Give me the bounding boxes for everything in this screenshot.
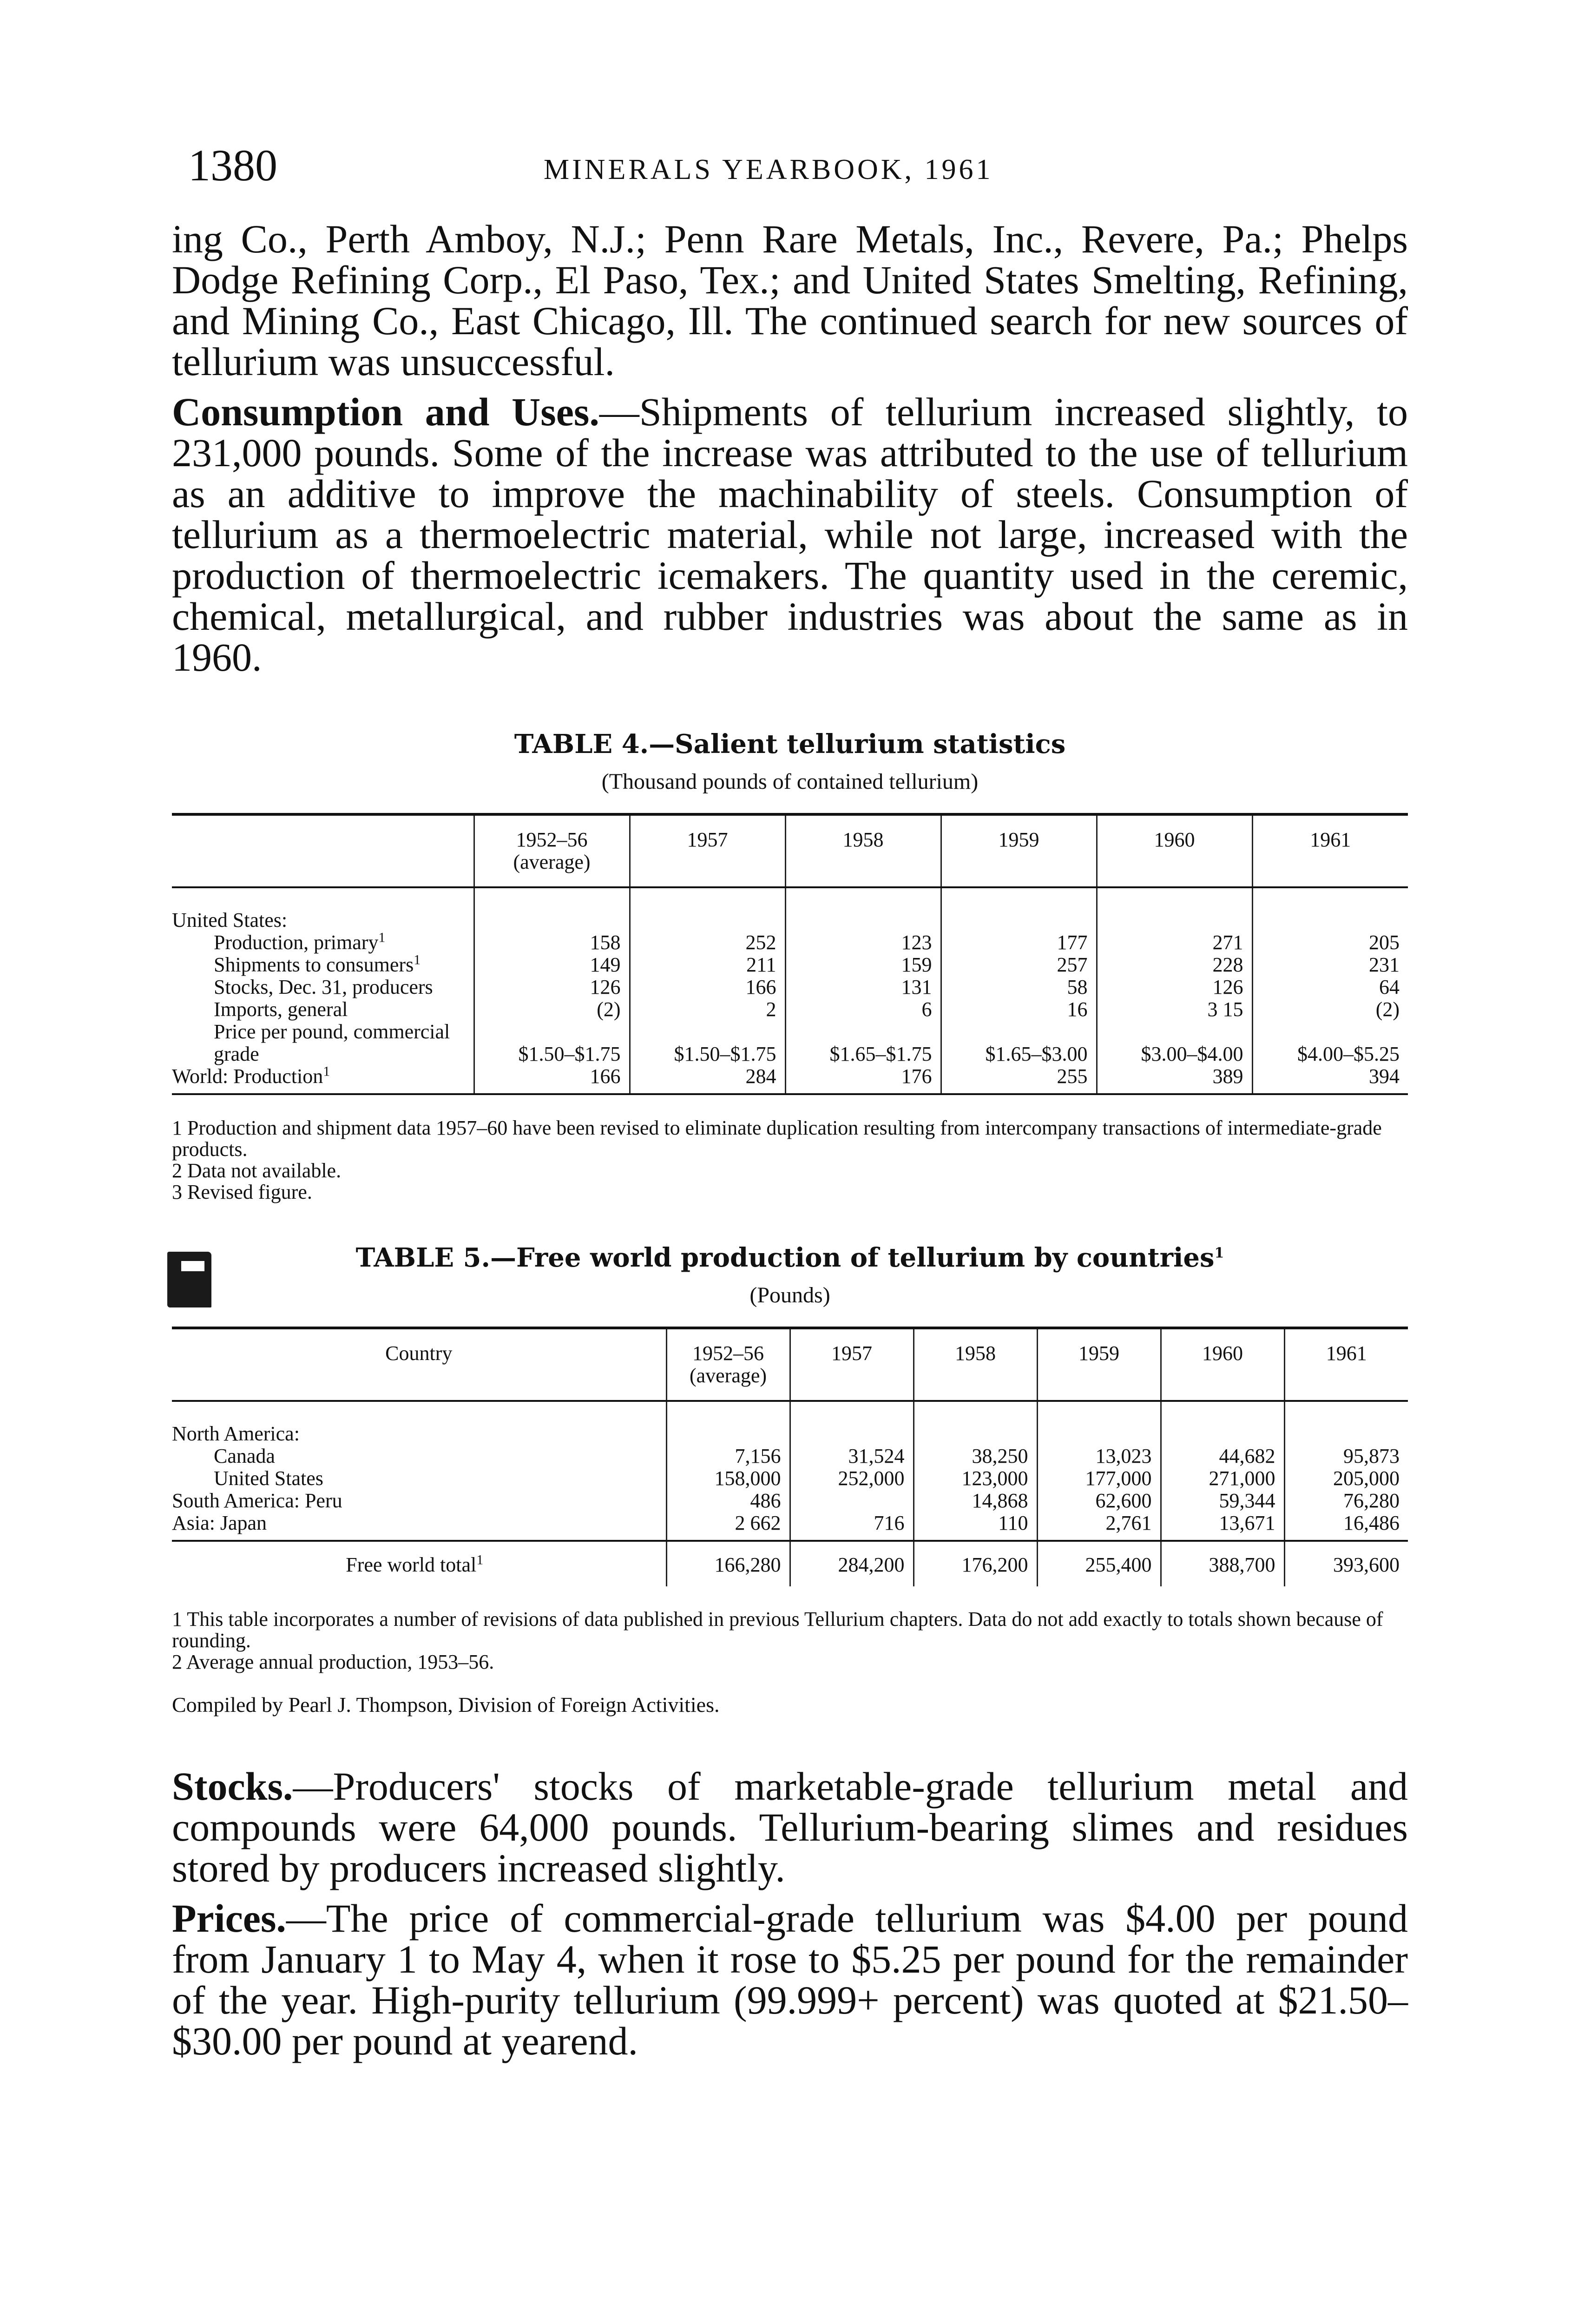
table4-row-label: Imports, general — [214, 998, 348, 1021]
table-cell: 64 — [1252, 976, 1408, 998]
table-cell: 123,000 — [914, 1467, 1037, 1490]
table-cell: 716 — [790, 1512, 914, 1541]
table5-header-row — [172, 1328, 1408, 1401]
table-cell: 284,200 — [790, 1541, 914, 1586]
table5-subtitle: (Pounds) — [749, 1283, 830, 1307]
table5-row-label: Canada — [214, 1445, 275, 1467]
table-cell: 76,280 — [1284, 1490, 1408, 1512]
table-cell: 394 — [1252, 1065, 1408, 1094]
table-cell: 58 — [941, 976, 1097, 998]
table-cell: 393,600 — [1284, 1541, 1408, 1586]
paragraph-producers: ing Co., Perth Amboy, N.J.; Penn Rare Metals, Inc., Revere, Pa.; Phelps Dodge Refining Corp., El Paso, Tex.; and United States Smelting, Refining, and Mining Co., East Chicago, Ill. The continued search for new sources of tellurium was unsuccessful. — [172, 217, 1408, 384]
table-cell: 16 — [941, 998, 1097, 1021]
table4-section-row — [172, 887, 1408, 931]
ink-smudge — [167, 1252, 211, 1307]
table5-credit: Compiled by Pearl J. Thompson, Division of Foreign Activities. — [172, 1693, 720, 1717]
table-cell: 62,600 — [1037, 1490, 1161, 1512]
prices-text: —The price of commercial-grade tellurium was $4.00 per pound from January 1 to May 4, when it rose to $5.25 per pound for the remainder of the year. High-purity tellurium (99.999+ percent) was quoted at $21.50–$30.00 per pound at yearend. — [172, 1896, 1408, 2063]
table-cell: 177 — [941, 931, 1097, 954]
table-cell: 13,023 — [1037, 1445, 1161, 1467]
page-header — [172, 139, 1408, 200]
table-cell: 38,250 — [914, 1445, 1037, 1467]
table-cell: (2) — [1252, 998, 1408, 1021]
table4 — [172, 813, 1408, 1095]
table4-section-label: United States: — [172, 909, 288, 931]
table-row — [172, 1467, 1408, 1490]
table-cell: 126 — [1097, 976, 1252, 998]
table-cell: 176,200 — [914, 1541, 1037, 1586]
table5-section-row — [172, 1401, 1408, 1445]
table-cell: 149 — [474, 954, 630, 976]
table-cell: 7,156 — [666, 1445, 790, 1467]
table-cell: 166 — [474, 1065, 630, 1094]
paragraph-prices — [172, 1898, 1408, 2061]
table4-header-row — [172, 814, 1408, 887]
table5 — [172, 1327, 1408, 1586]
table4-col-header: 1960 — [1097, 814, 1252, 887]
stocks-heading: Stocks. — [172, 1764, 293, 1809]
table-cell: $4.00–$5.25 — [1252, 1021, 1408, 1065]
table4-footnotes — [172, 1117, 1408, 1203]
table-row-total — [172, 1541, 1408, 1586]
table-row — [172, 954, 1408, 976]
paragraph-consumption — [172, 391, 1408, 678]
table5-section-label: North America: — [172, 1422, 300, 1445]
running-title: MINERALS YEARBOOK, 1961 — [544, 154, 993, 185]
table-cell: 158 — [474, 931, 630, 954]
table-cell: 176 — [785, 1065, 941, 1094]
consumption-text: —Shipments of tellurium increased slightly, to 231,000 pounds. Some of the increase was attributed to the use of tellurium as an additive to improve the machinability of steels. Consumption of tellurium as a thermoelectric material, while not large, increased with the production of thermoelectric icemakers. The quantity used in the ceremic, chemical, metallurgical, and rubber industries was about the same as in 1960. — [172, 390, 1408, 680]
table-cell: 131 — [785, 976, 941, 998]
page-number: 1380 — [188, 140, 277, 190]
table5-title: TABLE 5.—Free world production of tellurium by countries$^1$ — [355, 1242, 1224, 1273]
table4-row-label: Shipments to consumers$^1$ — [214, 952, 421, 976]
table5-col-header: 1961 — [1284, 1328, 1408, 1401]
table4-header-blank — [172, 814, 474, 887]
table-row — [172, 998, 1408, 1021]
table-cell: 13,671 — [1161, 1512, 1284, 1541]
table5-total-label: Free world total$^1$ — [172, 1541, 666, 1586]
table4-row-label: World: Production$^1$ — [172, 1065, 474, 1094]
paragraph-stocks — [172, 1766, 1408, 1888]
table5-col-header: 1958 — [914, 1328, 1037, 1401]
table-row — [172, 1490, 1408, 1512]
table4-row-label: Production, primary$^1$ — [214, 930, 386, 954]
table-row — [172, 976, 1408, 998]
footnote: 2 Average annual production, 1953–56. — [172, 1651, 494, 1673]
table-cell: $3.00–$4.00 — [1097, 1021, 1252, 1065]
table5-col-header: 1957 — [790, 1328, 914, 1401]
table-cell: 205,000 — [1284, 1467, 1408, 1490]
table-cell: 252,000 — [790, 1467, 914, 1490]
table-cell: 231 — [1252, 954, 1408, 976]
table-cell: $1.65–$3.00 — [941, 1021, 1097, 1065]
table-cell: 252 — [630, 931, 785, 954]
table-cell: 166,280 — [666, 1541, 790, 1586]
table-cell: 159 — [785, 954, 941, 976]
table4-row-label: Price per pound, commercial grade — [214, 1020, 450, 1065]
table-cell: 126 — [474, 976, 630, 998]
table-cell: 14,868 — [914, 1490, 1037, 1512]
table-cell — [790, 1490, 914, 1512]
table5-col-header: 1960 — [1161, 1328, 1284, 1401]
table4-col-header: 1958 — [785, 814, 941, 887]
table-cell: 31,524 — [790, 1445, 914, 1467]
table-cell: 271,000 — [1161, 1467, 1284, 1490]
table-cell: 110 — [914, 1512, 1037, 1541]
table4-subtitle: (Thousand pounds of contained tellurium) — [601, 769, 979, 794]
table-cell: 257 — [941, 954, 1097, 976]
stocks-text: —Producers' stocks of marketable-grade tellurium metal and compounds were 64,000 pounds. Tellurium-bearing slimes and residues stored by producers increased slightly. — [172, 1764, 1408, 1890]
table-cell: 3 15 — [1097, 998, 1252, 1021]
table-row — [172, 1065, 1408, 1094]
table-row — [172, 931, 1408, 954]
table-cell: 255,400 — [1037, 1541, 1161, 1586]
consumption-heading: Consumption and Uses. — [172, 390, 599, 434]
table5-heading-block — [172, 1242, 1408, 1308]
table-cell: 211 — [630, 954, 785, 976]
table-cell: 59,344 — [1161, 1490, 1284, 1512]
table-cell: 228 — [1097, 954, 1252, 976]
table5-country-header: Country — [385, 1342, 453, 1365]
table-row — [172, 1445, 1408, 1467]
table-row — [172, 1512, 1408, 1541]
table-cell: 2 — [630, 998, 785, 1021]
table4-col-header: 1957 — [630, 814, 785, 887]
table5-row-label: United States — [214, 1467, 323, 1490]
table-cell: (2) — [474, 998, 630, 1021]
table-cell: 2 662 — [666, 1512, 790, 1541]
table-cell: 255 — [941, 1065, 1097, 1094]
table-cell: 2,761 — [1037, 1512, 1161, 1541]
table5-row-label: South America: Peru — [172, 1489, 342, 1512]
footnote: 1 This table incorporates a number of revisions of data published in previous Tellurium chapters. Data do not add exactly to totals shown because of rounding. — [172, 1608, 1383, 1652]
table4-title: TABLE 4.—Salient tellurium statistics — [514, 729, 1066, 759]
table-cell: 388,700 — [1161, 1541, 1284, 1586]
table-cell: 284 — [630, 1065, 785, 1094]
table5-col-header: 1959 — [1037, 1328, 1161, 1401]
footnote: 3 Revised figure. — [172, 1181, 312, 1203]
page — [172, 139, 1408, 2061]
table-cell: 16,486 — [1284, 1512, 1408, 1541]
table-cell: 6 — [785, 998, 941, 1021]
table4-col-header: 1952–56 (average) — [474, 814, 630, 887]
table-cell: 123 — [785, 931, 941, 954]
table-cell: 166 — [630, 976, 785, 998]
table5-footnotes — [172, 1609, 1408, 1673]
table-cell: 389 — [1097, 1065, 1252, 1094]
table-cell: 158,000 — [666, 1467, 790, 1490]
table5-col-header: 1952–56 (average) — [666, 1328, 790, 1401]
table-cell: 44,682 — [1161, 1445, 1284, 1467]
table4-row-label: Stocks, Dec. 31, producers — [214, 976, 433, 998]
table-cell: 205 — [1252, 931, 1408, 954]
table4-col-header: 1959 — [941, 814, 1097, 887]
table-cell: 95,873 — [1284, 1445, 1408, 1467]
table-cell: 271 — [1097, 931, 1252, 954]
table-cell: $1.50–$1.75 — [630, 1021, 785, 1065]
table-cell: 486 — [666, 1490, 790, 1512]
table-cell: $1.50–$1.75 — [474, 1021, 630, 1065]
table4-col-header: 1961 — [1252, 814, 1408, 887]
table-cell: 177,000 — [1037, 1467, 1161, 1490]
footnote: 2 Data not available. — [172, 1159, 342, 1182]
table5-row-label: Asia: Japan — [172, 1512, 666, 1541]
prices-heading: Prices. — [172, 1896, 286, 1941]
footnote: 1 Production and shipment data 1957–60 have been revised to eliminate duplication resulting from intercompany transactions of intermediate-grade products. — [172, 1116, 1382, 1161]
table-cell: $1.65–$1.75 — [785, 1021, 941, 1065]
table-row — [172, 1021, 1408, 1065]
